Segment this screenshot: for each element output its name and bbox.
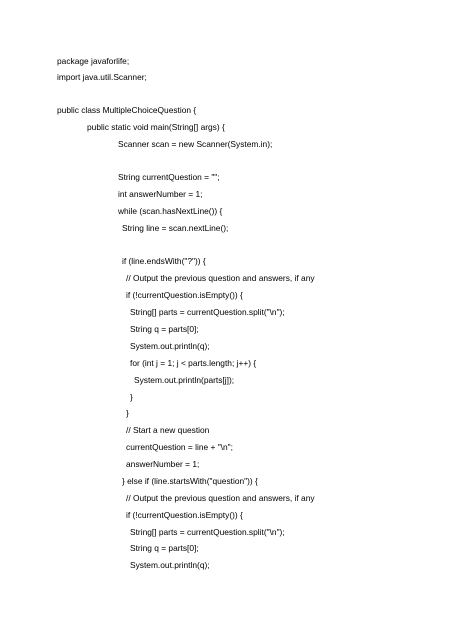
code-line: if (line.endsWith("?")) { <box>122 256 206 266</box>
code-line: // Start a new question <box>126 425 210 435</box>
code-line: public class MultipleChoiceQuestion { <box>57 105 197 115</box>
code-line: String currentQuestion = ""; <box>118 172 220 182</box>
code-line: System.out.println(q); <box>130 341 210 351</box>
code-line: package javaforlife; <box>57 56 130 66</box>
code-line: while (scan.hasNextLine()) { <box>118 206 223 216</box>
code-line: // Output the previous question and answers, if any <box>126 493 315 503</box>
code-line: if (!currentQuestion.isEmpty()) { <box>126 290 243 300</box>
code-line: answerNumber = 1; <box>126 459 200 469</box>
code-line: // Output the previous question and answers, if any <box>126 273 315 283</box>
code-line: String[] parts = currentQuestion.split("\n"); <box>130 307 285 317</box>
code-line: String[] parts = currentQuestion.split("\n"); <box>130 527 285 537</box>
code-line: int answerNumber = 1; <box>118 189 203 199</box>
code-line: currentQuestion = line + "\n"; <box>126 442 233 452</box>
code-line: String q = parts[0]; <box>130 324 199 334</box>
code-line: if (!currentQuestion.isEmpty()) { <box>126 510 243 520</box>
code-line: } else if (line.startsWith("question")) { <box>122 476 258 486</box>
code-line: for (int j = 1; j < parts.length; j++) { <box>130 358 257 368</box>
code-line: String line = scan.nextLine(); <box>122 223 229 233</box>
code-line: Scanner scan = new Scanner(System.in); <box>118 139 273 149</box>
code-line: import java.util.Scanner; <box>57 72 147 82</box>
code-line: System.out.println(q); <box>130 560 210 570</box>
code-line: } <box>126 408 129 418</box>
code-line: System.out.println(parts[j]); <box>134 375 235 385</box>
code-line: } <box>130 392 133 402</box>
code-line: public static void main(String[] args) { <box>87 122 225 132</box>
code-line: String q = parts[0]; <box>130 543 199 553</box>
